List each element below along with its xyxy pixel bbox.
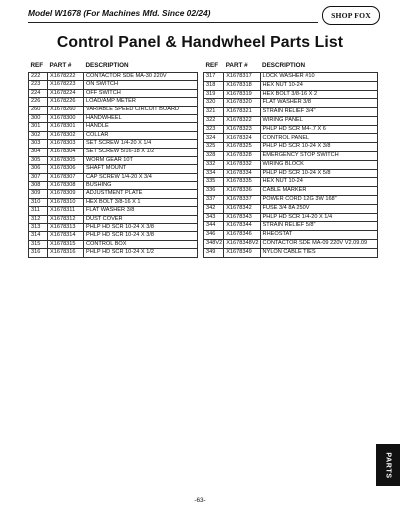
cell-ref: 308 — [29, 182, 48, 190]
cell-part-number: X1678318 — [224, 81, 260, 90]
cell-ref: 335 — [204, 178, 224, 187]
cell-part-number: X1678324 — [224, 134, 260, 143]
cell-ref: 322 — [204, 116, 224, 125]
table-row — [29, 148, 198, 156]
cell-part-number: X1678320 — [224, 99, 260, 108]
cell-ref: 303 — [29, 140, 48, 148]
table-row — [29, 81, 198, 89]
table-row — [29, 232, 198, 240]
cell-description: COLLAR — [84, 131, 198, 139]
table-row — [29, 73, 198, 81]
table-row — [204, 125, 378, 134]
table-row — [204, 222, 378, 231]
cell-ref: 321 — [204, 108, 224, 117]
cell-description: WIRING BLOCK — [260, 160, 377, 169]
table-row — [204, 152, 378, 161]
cell-description: HEX NUT 10-24 — [260, 178, 377, 187]
cell-description: FLAT WASHER 3/8 — [260, 99, 377, 108]
cell-part-number: X1678222 — [48, 73, 84, 81]
cell-ref: 324 — [204, 134, 224, 143]
table-row — [29, 165, 198, 173]
cell-description: PHLP HD SCR 10-24 X 3/8 — [84, 232, 198, 240]
cell-description: STRAIN RELIEF 3/4" — [260, 108, 377, 117]
table-header-row — [204, 62, 378, 73]
cell-description: FLAT WASHER 3/8 — [84, 207, 198, 215]
cell-ref: 226 — [29, 98, 48, 106]
table-row — [29, 89, 198, 97]
cell-description: OFF SWITCH — [84, 89, 198, 97]
cell-description: HEX BOLT 3/8-16 X 2 — [260, 90, 377, 99]
parts-tables — [28, 62, 378, 258]
model-header: Model W1678 (For Machines Mfd. Since 02/24) — [28, 8, 211, 18]
cell-ref: 315 — [29, 240, 48, 248]
parts-rows-right — [204, 73, 378, 258]
cell-ref: 334 — [204, 169, 224, 178]
table-row — [29, 114, 198, 122]
cell-part-number: X1678260 — [48, 106, 84, 114]
cell-part-number: X1678332 — [224, 160, 260, 169]
table-row — [204, 239, 378, 248]
col-header-description: DESCRIPTION — [262, 62, 306, 70]
cell-part-number: X1678328 — [224, 152, 260, 161]
table-row — [29, 106, 198, 114]
cell-description: HEX NUT 10-24 — [260, 81, 377, 90]
cell-description: SET SCREW 1/4-20 X 1/4 — [84, 140, 198, 148]
cell-description: CONTROL BOX — [84, 240, 198, 248]
parts-section-tab — [376, 444, 400, 486]
cell-ref: 346 — [204, 231, 224, 240]
cell-ref: 300 — [29, 114, 48, 122]
cell-ref: 348V2 — [204, 239, 224, 248]
cell-description: ON SWITCH — [84, 81, 198, 89]
table-row — [204, 134, 378, 143]
table-row — [29, 182, 198, 190]
table-row — [29, 131, 198, 139]
cell-ref: 343 — [204, 213, 224, 222]
table-row — [29, 249, 198, 257]
cell-part-number: X1678308 — [48, 182, 84, 190]
cell-part-number: X1678319 — [224, 90, 260, 99]
table-row — [204, 169, 378, 178]
col-header-ref: REF — [30, 62, 44, 70]
cell-part-number: X1678307 — [48, 173, 84, 181]
cell-ref: 304 — [29, 148, 48, 156]
cell-description: CONTACTOR SDE MA-09 220V V2.09.09 — [260, 239, 377, 248]
side-tab-label: PARTS — [384, 451, 392, 479]
table-row — [29, 190, 198, 198]
table-row — [204, 231, 378, 240]
cell-ref: 311 — [29, 207, 48, 215]
table-row — [204, 160, 378, 169]
table-row — [29, 123, 198, 131]
cell-part-number: X1678348V2 — [224, 239, 260, 248]
table-row — [204, 81, 378, 90]
cell-ref: 301 — [29, 123, 48, 131]
cell-description: PHLP HD SCR 10-24 X 5/8 — [260, 169, 377, 178]
cell-part-number: X1678316 — [48, 249, 84, 257]
table-row — [29, 240, 198, 248]
cell-description: HEX BOLT 3/8-16 X 1 — [84, 198, 198, 206]
cell-description: CONTACTOR SDE MA-30 220V — [84, 73, 198, 81]
cell-part-number: X1678344 — [224, 222, 260, 231]
cell-ref: 314 — [29, 232, 48, 240]
table-row — [204, 90, 378, 99]
table-row — [204, 116, 378, 125]
cell-description: CABLE MARKER — [260, 187, 377, 196]
col-header-part: PART # — [225, 62, 248, 70]
cell-part-number: X1678337 — [224, 195, 260, 204]
cell-part-number: X1678317 — [224, 73, 260, 82]
cell-description: SHAFT MOUNT — [84, 165, 198, 173]
cell-description: PHLP HD SCR 10-24 X 3/8 — [84, 224, 198, 232]
cell-description: CAP SCREW 1/4-20 X 3/4 — [84, 173, 198, 181]
cell-ref: 318 — [204, 81, 224, 90]
cell-part-number: X1678314 — [48, 232, 84, 240]
cell-part-number: X1678343 — [224, 213, 260, 222]
cell-ref: 336 — [204, 187, 224, 196]
cell-ref: 320 — [204, 99, 224, 108]
logo-text: SHOP FOX — [331, 11, 371, 20]
table-row — [29, 173, 198, 181]
table-row — [29, 198, 198, 206]
cell-description: ADJUSTMENT PLATE — [84, 190, 198, 198]
page-title: Control Panel & Handwheel Parts List — [56, 34, 344, 51]
table-row — [29, 156, 198, 164]
cell-description: CONTROL PANEL — [260, 134, 377, 143]
col-header-ref: REF — [205, 62, 219, 70]
cell-part-number: X1678313 — [48, 224, 84, 232]
cell-ref: 309 — [29, 190, 48, 198]
table-row — [204, 108, 378, 117]
cell-description: LOAD/AMP METER — [84, 98, 198, 106]
cell-part-number: X1678325 — [224, 143, 260, 152]
cell-part-number: X1678349 — [224, 248, 260, 257]
parts-table-left — [28, 62, 198, 258]
header-rule — [28, 22, 318, 23]
cell-ref: 223 — [29, 81, 48, 89]
cell-part-number: X1678224 — [48, 89, 84, 97]
cell-description: WIRING PANEL — [260, 116, 377, 125]
cell-description: STRAIN RELIEF 5/8" — [260, 222, 377, 231]
table-row — [204, 195, 378, 204]
cell-description: PHLP HD SCR 10-24 X 3/8 — [260, 143, 377, 152]
cell-ref: 349 — [204, 248, 224, 257]
cell-part-number: X1678311 — [48, 207, 84, 215]
cell-description: NYLON CABLE TIES — [260, 248, 377, 257]
cell-part-number: X1678305 — [48, 156, 84, 164]
cell-ref: 325 — [204, 143, 224, 152]
table-row — [204, 248, 378, 257]
cell-description: PHLP HD SCR M4-.7 X 6 — [260, 125, 377, 134]
table-row — [204, 187, 378, 196]
cell-part-number: X1678226 — [48, 98, 84, 106]
cell-description: PHLP HD SCR 1/4-20 X 1/4 — [260, 213, 377, 222]
cell-part-number: X1678300 — [48, 114, 84, 122]
table-row — [29, 98, 198, 106]
table-row — [204, 143, 378, 152]
cell-part-number: X1678323 — [224, 125, 260, 134]
cell-ref: 222 — [29, 73, 48, 81]
cell-ref: 316 — [29, 249, 48, 257]
parts-rows-left — [29, 73, 198, 258]
cell-ref: 337 — [204, 195, 224, 204]
cell-part-number: X1678334 — [224, 169, 260, 178]
cell-part-number: X1678335 — [224, 178, 260, 187]
cell-ref: 306 — [29, 165, 48, 173]
page-number: -63- — [194, 497, 206, 504]
cell-ref: 224 — [29, 89, 48, 97]
cell-description: FUSE 3/4 8A 250V — [260, 204, 377, 213]
cell-ref: 328 — [204, 152, 224, 161]
cell-part-number: X1678223 — [48, 81, 84, 89]
cell-ref: 319 — [204, 90, 224, 99]
cell-ref: 260 — [29, 106, 48, 114]
cell-description: POWER CORD 12G 3W 168" — [260, 195, 377, 204]
cell-description: VARIABLE SPEED CIRCUIT BOARD — [84, 106, 198, 114]
cell-part-number: X1678346 — [224, 231, 260, 240]
cell-description: EMERGENCY STOP SWITCH — [260, 152, 377, 161]
cell-ref: 307 — [29, 173, 48, 181]
cell-part-number: X1678304 — [48, 148, 84, 156]
cell-part-number: X1678310 — [48, 198, 84, 206]
cell-description: SET SCREW 5/16-18 X 1/2 — [84, 148, 198, 156]
shop-fox-logo — [322, 6, 380, 25]
cell-description: HANDWHEEL — [84, 114, 198, 122]
cell-description: BUSHING — [84, 182, 198, 190]
cell-ref: 344 — [204, 222, 224, 231]
table-row — [29, 207, 198, 215]
cell-ref: 312 — [29, 215, 48, 223]
cell-description: RHEOSTAT — [260, 231, 377, 240]
col-header-description: DESCRIPTION — [85, 62, 129, 70]
cell-ref: 332 — [204, 160, 224, 169]
cell-description: LOCK WASHER #10 — [260, 73, 377, 82]
table-row — [204, 204, 378, 213]
cell-ref: 317 — [204, 73, 224, 82]
cell-part-number: X1678336 — [224, 187, 260, 196]
cell-part-number: X1678312 — [48, 215, 84, 223]
cell-part-number: X1678302 — [48, 131, 84, 139]
cell-ref: 310 — [29, 198, 48, 206]
cell-part-number: X1678306 — [48, 165, 84, 173]
cell-description: DUST COVER — [84, 215, 198, 223]
cell-part-number: X1678321 — [224, 108, 260, 117]
cell-part-number: X1678322 — [224, 116, 260, 125]
cell-part-number: X1678309 — [48, 190, 84, 198]
table-row — [204, 73, 378, 82]
cell-description: WORM GEAR 10T — [84, 156, 198, 164]
parts-table-right — [203, 62, 378, 258]
cell-ref: 323 — [204, 125, 224, 134]
table-header-row — [29, 62, 198, 73]
table-row — [29, 140, 198, 148]
table-row — [204, 213, 378, 222]
cell-part-number: X1678301 — [48, 123, 84, 131]
cell-description: PHLP HD SCR 10-24 X 1/2 — [84, 249, 198, 257]
table-row — [204, 99, 378, 108]
table-row — [29, 215, 198, 223]
table-row — [204, 178, 378, 187]
cell-ref: 305 — [29, 156, 48, 164]
col-header-part: PART # — [49, 62, 72, 70]
cell-ref: 342 — [204, 204, 224, 213]
table-row — [29, 224, 198, 232]
cell-description: HANDLE — [84, 123, 198, 131]
cell-part-number: X1678342 — [224, 204, 260, 213]
cell-ref: 313 — [29, 224, 48, 232]
cell-part-number: X1678315 — [48, 240, 84, 248]
cell-ref: 302 — [29, 131, 48, 139]
cell-part-number: X1678303 — [48, 140, 84, 148]
